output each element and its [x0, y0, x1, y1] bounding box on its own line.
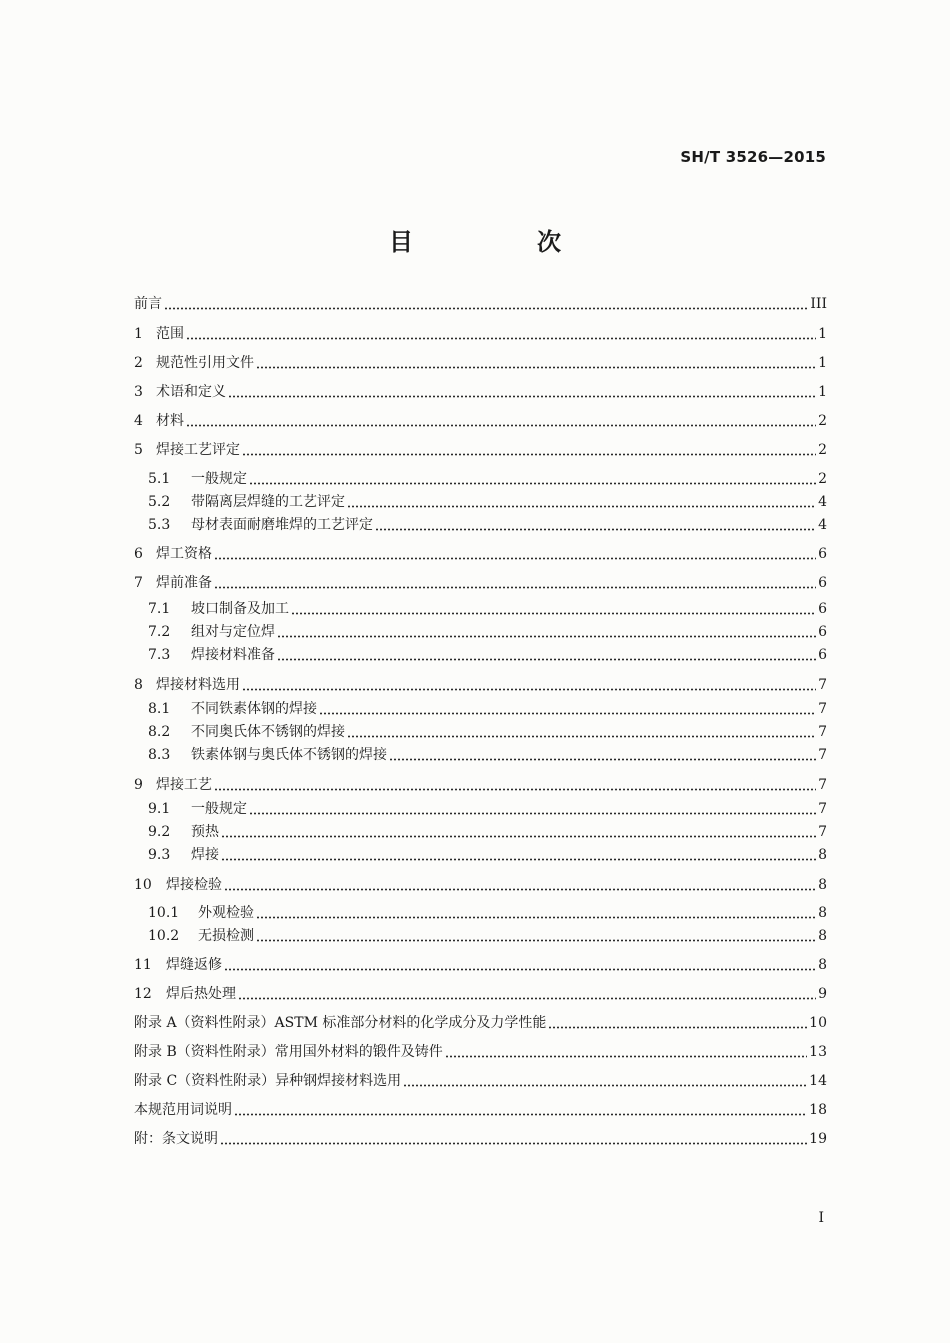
toc-entry-page: 8 [818, 928, 827, 944]
toc-entry-page: 9 [818, 986, 827, 1002]
toc-entry-page: 6 [818, 647, 827, 663]
toc-entry[interactable] [148, 839, 827, 865]
toc-entry[interactable] [134, 538, 827, 564]
dot-leader [403, 1084, 807, 1087]
toc-entry[interactable] [134, 347, 827, 373]
toc-entry-number: 12 [134, 986, 152, 1002]
toc-entry[interactable] [134, 1123, 827, 1149]
toc-entry-page: 6 [818, 601, 827, 617]
dot-leader [548, 1026, 807, 1029]
dot-leader [186, 424, 816, 427]
page-number: I [818, 1210, 824, 1226]
toc-entry-label: 焊接工艺 [156, 777, 212, 793]
dot-leader [234, 1113, 807, 1116]
toc-entry-label: 前言 [134, 296, 162, 312]
dot-leader [224, 968, 816, 971]
dot-leader [186, 337, 816, 340]
toc-entry-number: 1 [134, 326, 143, 342]
toc-entry-number: 9.2 [148, 824, 171, 840]
toc-entry-label: 预热 [191, 824, 219, 840]
toc-entry-page: 6 [818, 624, 827, 640]
toc-entry-number: 6 [134, 546, 143, 562]
toc-entry-label: 坡口制备及加工 [191, 601, 289, 617]
dot-leader [347, 735, 816, 738]
toc-entry-number: 5 [134, 442, 143, 458]
toc-entry-label: 附录 C（资料性附录）异种钢焊接材料选用 [134, 1073, 402, 1089]
toc-entry-number: 9.1 [148, 801, 171, 817]
toc-entry-number: 8.1 [148, 701, 171, 717]
dot-leader [256, 939, 816, 942]
dot-leader [221, 835, 816, 838]
toc-entry-page: 8 [818, 957, 827, 973]
toc-entry-label: 焊接工艺评定 [156, 442, 240, 458]
toc-entry[interactable] [134, 669, 827, 695]
dot-leader [242, 688, 816, 691]
toc-entry[interactable] [134, 567, 827, 593]
toc-entry[interactable] [134, 978, 827, 1004]
toc-entry-page: 14 [809, 1073, 827, 1089]
toc-entry-number: 7.3 [148, 647, 171, 663]
toc-entry-label: 附：条文说明 [134, 1131, 218, 1147]
toc-entry-page: 13 [809, 1044, 827, 1060]
toc-entry[interactable] [148, 639, 827, 665]
toc-entry-page: 8 [818, 847, 827, 863]
dot-leader [238, 997, 816, 1000]
toc-entry-page: 4 [818, 517, 827, 533]
toc-entry-number: 10 [134, 877, 152, 893]
dot-leader [242, 453, 816, 456]
toc-entry-page: 7 [818, 724, 827, 740]
dot-leader [214, 788, 816, 791]
toc-entry-label: 外观检验 [198, 905, 254, 921]
toc-entry-label: 规范性引用文件 [156, 355, 254, 371]
toc-entry-label: 术语和定义 [156, 384, 226, 400]
toc-entry-number: 11 [134, 957, 152, 973]
toc-entry-number: 4 [134, 413, 143, 429]
dot-leader [249, 482, 816, 485]
toc-entry-label: 本规范用词说明 [134, 1102, 232, 1118]
toc-entry-page: III [810, 296, 827, 312]
toc-entry-page: 1 [818, 355, 827, 371]
toc-entry-label: 附录 A（资料性附录）ASTM 标准部分材料的化学成分及力学性能 [134, 1015, 547, 1031]
toc-entry-label: 焊前准备 [156, 575, 212, 591]
toc-entry-label: 带隔离层焊缝的工艺评定 [191, 494, 345, 510]
toc-entry-label: 无损检测 [198, 928, 254, 944]
toc-entry[interactable] [134, 405, 827, 431]
toc-entry-number: 8 [134, 677, 143, 693]
dot-leader [256, 916, 816, 919]
toc-entry-number: 5.3 [148, 517, 171, 533]
toc-entry[interactable] [148, 739, 827, 765]
dot-leader [228, 395, 816, 398]
dot-leader [347, 505, 816, 508]
dot-leader [164, 307, 808, 310]
toc-entry[interactable] [134, 288, 827, 314]
toc-entry-label: 范围 [156, 326, 184, 342]
toc-entry-label: 焊接材料准备 [191, 647, 275, 663]
toc-entry-number: 10.2 [148, 928, 180, 944]
toc-entry-page: 1 [818, 326, 827, 342]
toc-entry-page: 1 [818, 384, 827, 400]
dot-leader [445, 1055, 807, 1058]
toc-entry[interactable] [148, 509, 827, 535]
toc-entry-label: 焊接 [191, 847, 219, 863]
toc-entry[interactable] [134, 1094, 827, 1120]
dot-leader [220, 1142, 807, 1145]
toc-entry-number: 9.3 [148, 847, 171, 863]
toc-entry-number: 7 [134, 575, 143, 591]
toc-entry-label: 附录 B（资料性附录）常用国外材料的锻件及铸件 [134, 1044, 443, 1060]
toc-entry-page: 7 [818, 824, 827, 840]
dot-leader [319, 712, 816, 715]
toc-entry-page: 4 [818, 494, 827, 510]
toc-entry-label: 焊接材料选用 [156, 677, 240, 693]
page-title: 目 次 [389, 227, 611, 256]
toc-entry[interactable] [134, 1065, 827, 1091]
dot-leader [221, 858, 816, 861]
toc-entry-label: 组对与定位焊 [191, 624, 275, 640]
dot-leader [214, 557, 816, 560]
toc-entry-number: 9 [134, 777, 143, 793]
toc-entry-label: 一般规定 [191, 471, 247, 487]
toc-entry-number: 8.2 [148, 724, 171, 740]
toc-entry-label: 母材表面耐磨堆焊的工艺评定 [191, 517, 373, 533]
dot-leader [214, 586, 816, 589]
dot-leader [389, 758, 816, 761]
toc-entry-label: 不同铁素体钢的焊接 [191, 701, 317, 717]
document-code: SH/T 3526—2015 [680, 148, 826, 166]
toc-entry[interactable] [134, 1036, 827, 1062]
toc-entry[interactable] [134, 434, 827, 460]
dot-leader [277, 658, 816, 661]
toc-entry-page: 6 [818, 546, 827, 562]
toc-entry[interactable] [148, 920, 827, 946]
toc-entry-page: 19 [809, 1131, 827, 1147]
toc-entry-page: 6 [818, 575, 827, 591]
toc-entry-number: 5.1 [148, 471, 171, 487]
dot-leader [375, 528, 816, 531]
toc-entry-label: 焊后热处理 [166, 986, 236, 1002]
toc-entry-page: 7 [818, 701, 827, 717]
toc-entry[interactable] [134, 869, 827, 895]
toc-entry-number: 5.2 [148, 494, 171, 510]
toc-entry-page: 2 [818, 471, 827, 487]
toc-entry-label: 铁素体钢与奥氏体不锈钢的焊接 [191, 747, 387, 763]
dot-leader [256, 366, 816, 369]
toc-entry-number: 8.3 [148, 747, 171, 763]
toc-entry-label: 焊缝返修 [166, 957, 222, 973]
toc-entry-page: 18 [809, 1102, 827, 1118]
toc-entry-number: 10.1 [148, 905, 180, 921]
toc-entry[interactable] [134, 1007, 827, 1033]
toc-entry[interactable] [134, 318, 827, 344]
toc-entry-page: 7 [818, 677, 827, 693]
toc-entry-page: 7 [818, 747, 827, 763]
toc-entry-label: 一般规定 [191, 801, 247, 817]
toc-entry-label: 焊工资格 [156, 546, 212, 562]
toc-entry-label: 焊接检验 [166, 877, 222, 893]
toc-entry-page: 7 [818, 777, 827, 793]
toc-entry-page: 2 [818, 413, 827, 429]
toc-entry[interactable] [134, 949, 827, 975]
toc-entry-label: 材料 [156, 413, 184, 429]
toc-entry-page: 7 [818, 801, 827, 817]
toc-entry-number: 2 [134, 355, 143, 371]
toc-entry[interactable] [134, 376, 827, 402]
toc-entry-page: 8 [818, 877, 827, 893]
toc-entry-number: 3 [134, 384, 143, 400]
dot-leader [249, 812, 816, 815]
toc-entry-page: 8 [818, 905, 827, 921]
toc-entry-page: 10 [809, 1015, 827, 1031]
dot-leader [291, 612, 816, 615]
dot-leader [224, 888, 816, 891]
dot-leader [277, 635, 816, 638]
toc-entry-number: 7.1 [148, 601, 171, 617]
toc-entry[interactable] [134, 769, 827, 795]
toc-entry-label: 不同奥氏体不锈钢的焊接 [191, 724, 345, 740]
toc-entry-page: 2 [818, 442, 827, 458]
toc-entry-number: 7.2 [148, 624, 171, 640]
